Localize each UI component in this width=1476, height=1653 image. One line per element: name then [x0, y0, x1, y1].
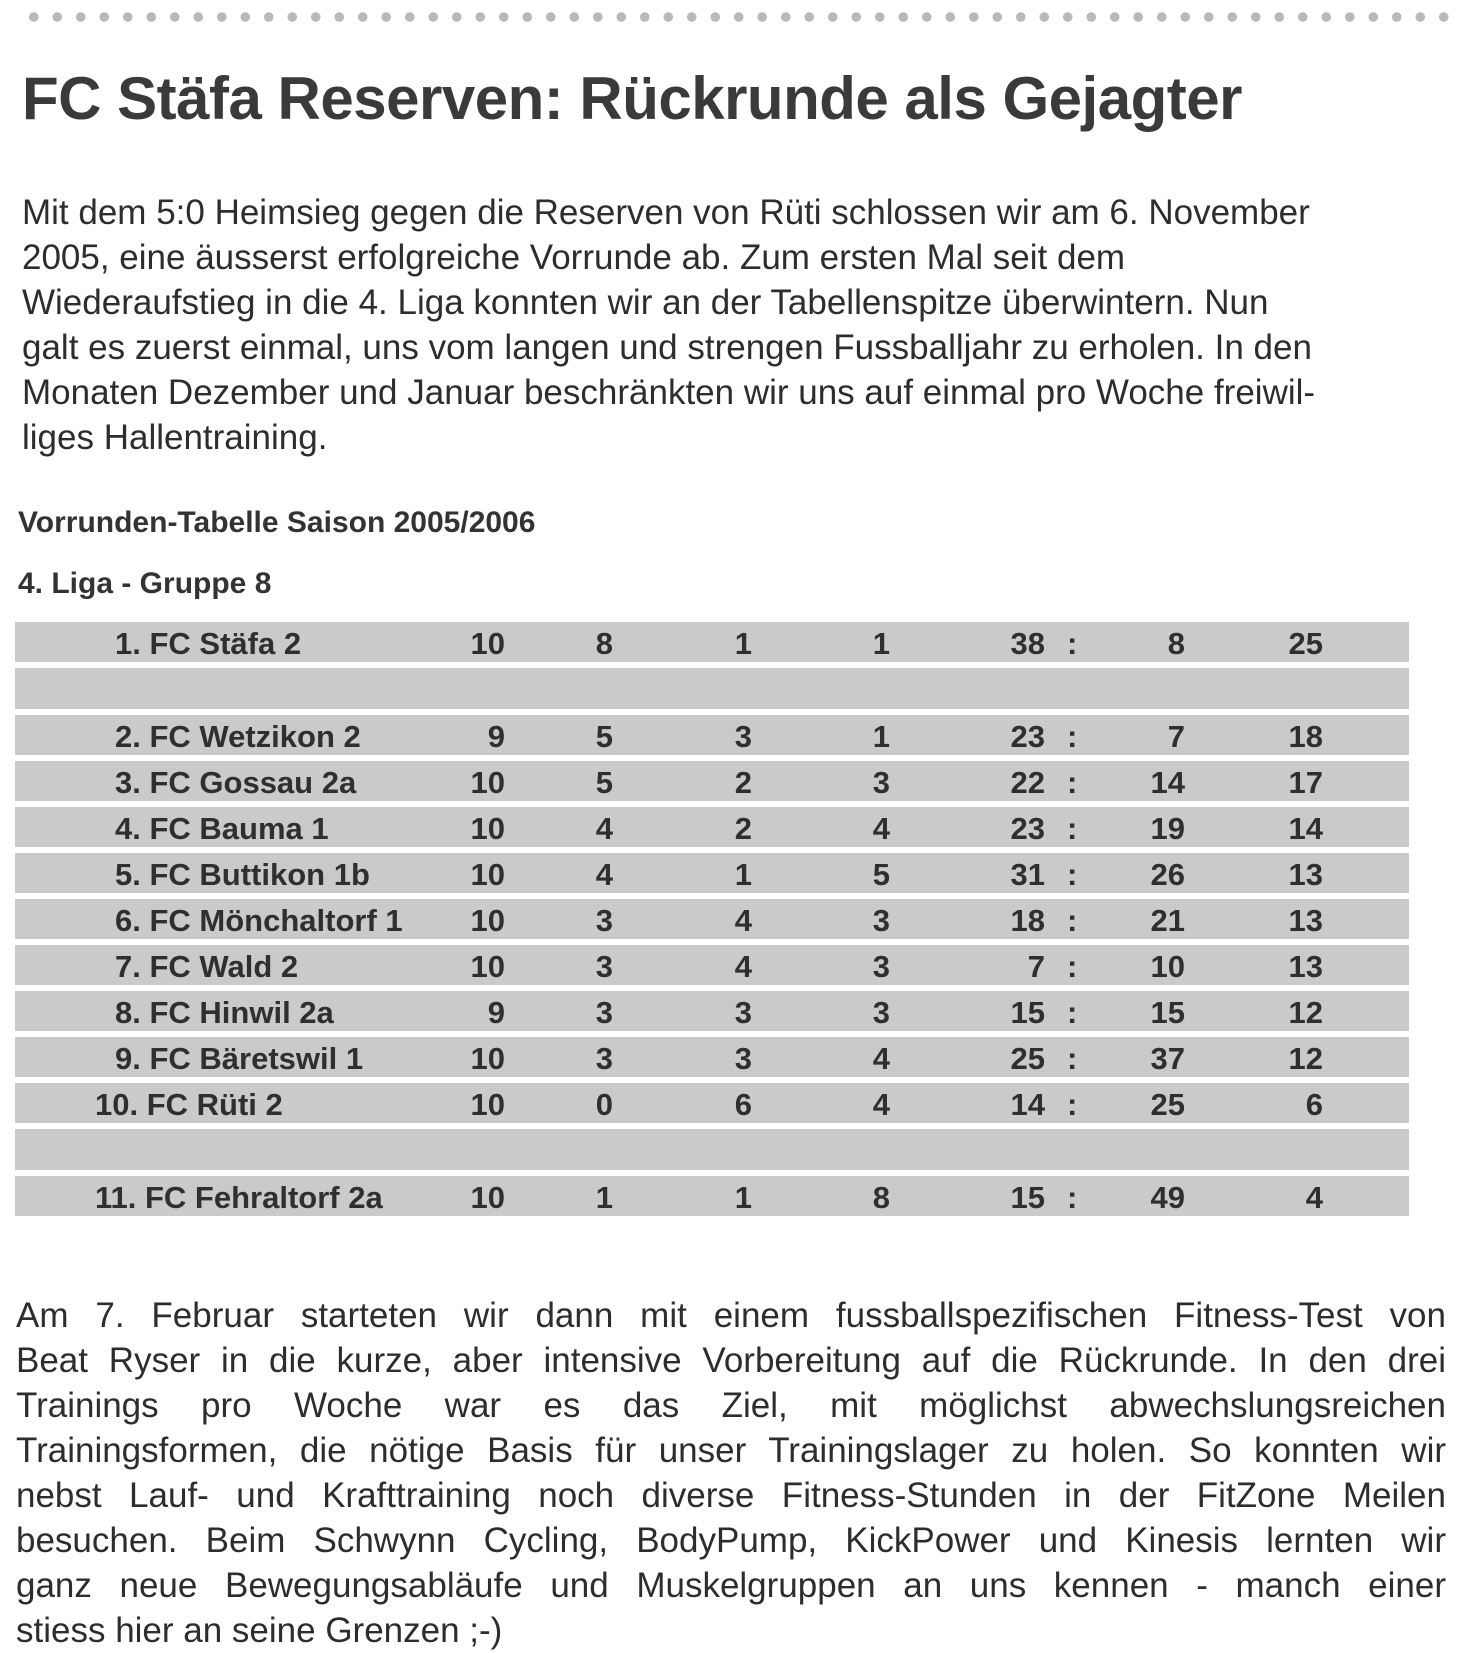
cell-won: 3: [595, 949, 613, 984]
cell-played: 10: [470, 626, 505, 661]
cell-goals-against: 21: [1150, 903, 1185, 938]
cell-drawn: 3: [734, 995, 752, 1030]
cell-points: 12: [1288, 995, 1323, 1030]
cell-goals-for: 38: [1010, 626, 1045, 661]
cell-drawn: 1: [734, 626, 752, 661]
cell-points: 14: [1288, 811, 1323, 846]
cell-lost: 3: [872, 995, 890, 1030]
intro-line: Wiederaufstieg in die 4. Liga konnten wir an der Tabellenspitze überwintern. Nun: [22, 283, 1269, 322]
cell-goals-for: 7: [1027, 949, 1045, 984]
cell-points: 12: [1288, 1041, 1323, 1076]
cell-lost: 3: [872, 949, 890, 984]
dotted-divider: [22, 10, 1462, 24]
cell-goals-against: 37: [1150, 1041, 1185, 1076]
team-name: 8. FC Hinwil 2a: [115, 995, 334, 1030]
table-row: [15, 853, 1409, 893]
cell-drawn: 1: [734, 857, 752, 892]
cell-played: 10: [470, 903, 505, 938]
closing-line: Beat Ryser in die kurze, aber intensive Vorbereitung auf die Rückrunde. In den drei: [16, 1341, 1446, 1380]
team-name: 2. FC Wetzikon 2: [115, 719, 361, 754]
table-subtitle: 4. Liga - Gruppe 8: [18, 567, 272, 600]
cell-goals-against: 15: [1150, 995, 1185, 1030]
cell-goals-for: 23: [1010, 811, 1045, 846]
cell-lost: 4: [872, 1087, 890, 1122]
cell-goals-for: 15: [1010, 1180, 1045, 1215]
cell-drawn: 3: [734, 1041, 752, 1076]
cell-lost: 3: [872, 903, 890, 938]
cell-lost: 1: [872, 626, 890, 661]
cell-drawn: 1: [734, 1180, 752, 1215]
cell-points: 4: [1305, 1180, 1323, 1215]
cell-played: 10: [470, 1041, 505, 1076]
cell-played: 10: [470, 811, 505, 846]
cell-sep: :: [1067, 1087, 1078, 1122]
cell-sep: :: [1067, 903, 1078, 938]
cell-goals-for: 18: [1010, 903, 1045, 938]
team-name: 11. FC Fehraltorf 2a: [95, 1180, 383, 1215]
cell-sep: :: [1067, 1041, 1078, 1076]
cell-goals-against: 26: [1150, 857, 1185, 892]
cell-played: 10: [470, 765, 505, 800]
cell-points: 18: [1288, 719, 1323, 754]
separator-row: [15, 668, 1409, 709]
team-name: 6. FC Mönchaltorf 1: [115, 903, 403, 938]
table-row: [15, 1083, 1409, 1123]
table-row: [15, 622, 1409, 662]
cell-won: 8: [595, 626, 613, 661]
cell-won: 4: [595, 857, 613, 892]
team-name: 9. FC Bäretswil 1: [115, 1041, 364, 1076]
cell-won: 1: [595, 1180, 613, 1215]
cell-sep: :: [1067, 949, 1078, 984]
article-title: FC Stäfa Reserven: Rückrunde als Gejagter: [22, 65, 1242, 132]
cell-goals-against: 49: [1150, 1180, 1185, 1215]
cell-points: 13: [1288, 949, 1323, 984]
closing-paragraph: [16, 1293, 1446, 1653]
cell-drawn: 6: [734, 1087, 752, 1122]
cell-won: 3: [595, 903, 613, 938]
cell-drawn: 2: [734, 811, 752, 846]
cell-points: 25: [1288, 626, 1323, 661]
cell-won: 3: [595, 995, 613, 1030]
cell-goals-against: 14: [1150, 765, 1185, 800]
cell-lost: 5: [872, 857, 890, 892]
standings-table: [15, 622, 1409, 1222]
cell-played: 10: [470, 1180, 505, 1215]
table-row: [15, 761, 1409, 801]
cell-goals-against: 10: [1150, 949, 1185, 984]
separator-row: [15, 1129, 1409, 1170]
intro-line: liges Hallentraining.: [22, 418, 328, 457]
table-row: [15, 807, 1409, 847]
intro-paragraph: [22, 190, 1442, 460]
team-name: 1. FC Stäfa 2: [115, 626, 302, 661]
cell-played: 9: [487, 719, 505, 754]
cell-goals-for: 15: [1010, 995, 1045, 1030]
team-name: 5. FC Buttikon 1b: [115, 857, 370, 892]
cell-goals-against: 7: [1167, 719, 1185, 754]
table-row: [15, 1176, 1409, 1216]
closing-line: Am 7. Februar starteten wir dann mit einem fussballspezifischen Fitness-Test von: [16, 1296, 1446, 1335]
team-name: 7. FC Wald 2: [115, 949, 299, 984]
closing-line: Trainings pro Woche war es das Ziel, mit möglichst abwechslungsreichen: [16, 1386, 1446, 1425]
table-row: [15, 945, 1409, 985]
intro-line: 2005, eine äusserst erfolgreiche Vorrunde ab. Zum ersten Mal seit dem: [22, 238, 1126, 277]
cell-won: 3: [595, 1041, 613, 1076]
closing-line: stiess hier an seine Grenzen ;-): [16, 1611, 503, 1650]
cell-points: 13: [1288, 903, 1323, 938]
intro-line: Monaten Dezember und Januar beschränkten wir uns auf einmal pro Woche freiwil-: [22, 373, 1316, 412]
cell-won: 5: [595, 765, 613, 800]
cell-sep: :: [1067, 719, 1078, 754]
cell-played: 10: [470, 857, 505, 892]
cell-points: 13: [1288, 857, 1323, 892]
cell-goals-against: 19: [1150, 811, 1185, 846]
team-name: 4. FC Bauma 1: [115, 811, 329, 846]
cell-played: 9: [487, 995, 505, 1030]
cell-lost: 3: [872, 765, 890, 800]
closing-line: nebst Lauf- und Krafttraining noch diverse Fitness-Stunden in der FitZone Meilen: [16, 1476, 1446, 1515]
intro-line: galt es zuerst einmal, uns vom langen und strengen Fussballjahr zu erholen. In den: [22, 328, 1312, 367]
cell-goals-for: 23: [1010, 719, 1045, 754]
table-row: [15, 715, 1409, 755]
cell-sep: :: [1067, 626, 1078, 661]
table-row: [15, 991, 1409, 1031]
intro-line: Mit dem 5:0 Heimsieg gegen die Reserven von Rüti schlossen wir am 6. November: [22, 193, 1310, 232]
cell-lost: 4: [872, 1041, 890, 1076]
table-title: Vorrunden-Tabelle Saison 2005/2006: [18, 506, 536, 539]
cell-lost: 8: [872, 1180, 890, 1215]
cell-sep: :: [1067, 765, 1078, 800]
cell-goals-against: 8: [1167, 626, 1185, 661]
cell-goals-for: 25: [1010, 1041, 1045, 1076]
cell-points: 17: [1288, 765, 1323, 800]
cell-played: 10: [470, 1087, 505, 1122]
cell-won: 5: [595, 719, 613, 754]
cell-goals-for: 14: [1010, 1087, 1045, 1122]
team-name: 10. FC Rüti 2: [95, 1087, 283, 1122]
closing-line: Trainingsformen, die nötige Basis für unser Trainingslager zu holen. So konnten wir: [16, 1431, 1446, 1470]
cell-goals-against: 25: [1150, 1087, 1185, 1122]
cell-lost: 1: [872, 719, 890, 754]
closing-line: besuchen. Beim Schwynn Cycling, BodyPump, KickPower und Kinesis lernten wir: [16, 1521, 1446, 1560]
cell-sep: :: [1067, 811, 1078, 846]
cell-goals-for: 31: [1010, 857, 1045, 892]
team-name: 3. FC Gossau 2a: [115, 765, 357, 800]
cell-drawn: 2: [734, 765, 752, 800]
cell-points: 6: [1305, 1087, 1323, 1122]
table-row: [15, 899, 1409, 939]
cell-lost: 4: [872, 811, 890, 846]
cell-played: 10: [470, 949, 505, 984]
table-row: [15, 1037, 1409, 1077]
cell-sep: :: [1067, 995, 1078, 1030]
cell-goals-for: 22: [1010, 765, 1045, 800]
cell-sep: :: [1067, 857, 1078, 892]
closing-line: ganz neue Bewegungsabläufe und Muskelgruppen an uns kennen - manch einer: [16, 1566, 1446, 1605]
cell-drawn: 3: [734, 719, 752, 754]
cell-won: 4: [595, 811, 613, 846]
cell-drawn: 4: [734, 903, 752, 938]
cell-sep: :: [1067, 1180, 1078, 1215]
cell-won: 0: [595, 1087, 613, 1122]
cell-drawn: 4: [734, 949, 752, 984]
